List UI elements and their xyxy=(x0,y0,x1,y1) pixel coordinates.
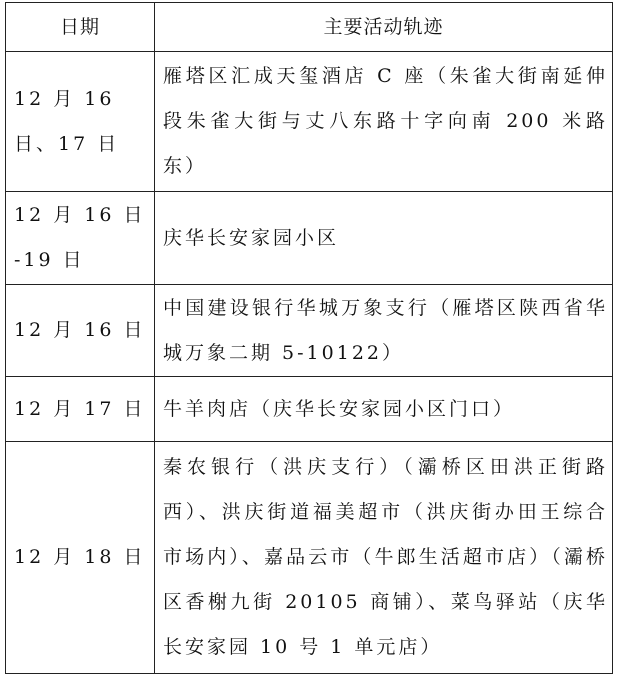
table-row xyxy=(6,285,613,377)
table-header-row xyxy=(6,3,613,52)
table-row xyxy=(6,377,613,442)
trace-cell: 庆华长安家园小区 xyxy=(155,192,613,285)
date-cell: 12 月 16 日 xyxy=(6,285,155,377)
trace-cell: 牛羊肉店（庆华长安家园小区门口） xyxy=(155,377,613,442)
date-cell: 12 月 18 日 xyxy=(6,442,155,674)
trace-cell: 中国建设银行华城万象支行（雁塔区陕西省华城万象二期 5-10122） xyxy=(155,285,613,377)
date-cell: 12 月 17 日 xyxy=(6,377,155,442)
date-column-header: 日期 xyxy=(6,3,155,52)
date-cell: 12 月 16 日、17 日 xyxy=(6,52,155,192)
trace-cell: 雁塔区汇成天玺酒店 C 座（朱雀大街南延伸段朱雀大街与丈八东路十字向南 200 米路东） xyxy=(155,52,613,192)
table-row xyxy=(6,192,613,285)
activity-trace-table xyxy=(5,2,613,674)
trace-cell: 秦农银行（洪庆支行）（灞桥区田洪正街路西）、洪庆街道福美超市（洪庆街办田王综合市场内）、嘉品云市（牛郎生活超市店）（灞桥区香榭九街 20105 商铺）、菜鸟驿站（庆华长安家园 10 号 1 单元店） xyxy=(155,442,613,674)
table-row xyxy=(6,52,613,192)
table-row xyxy=(6,442,613,674)
date-cell: 12 月 16 日 -19 日 xyxy=(6,192,155,285)
trace-column-header: 主要活动轨迹 xyxy=(155,3,613,52)
